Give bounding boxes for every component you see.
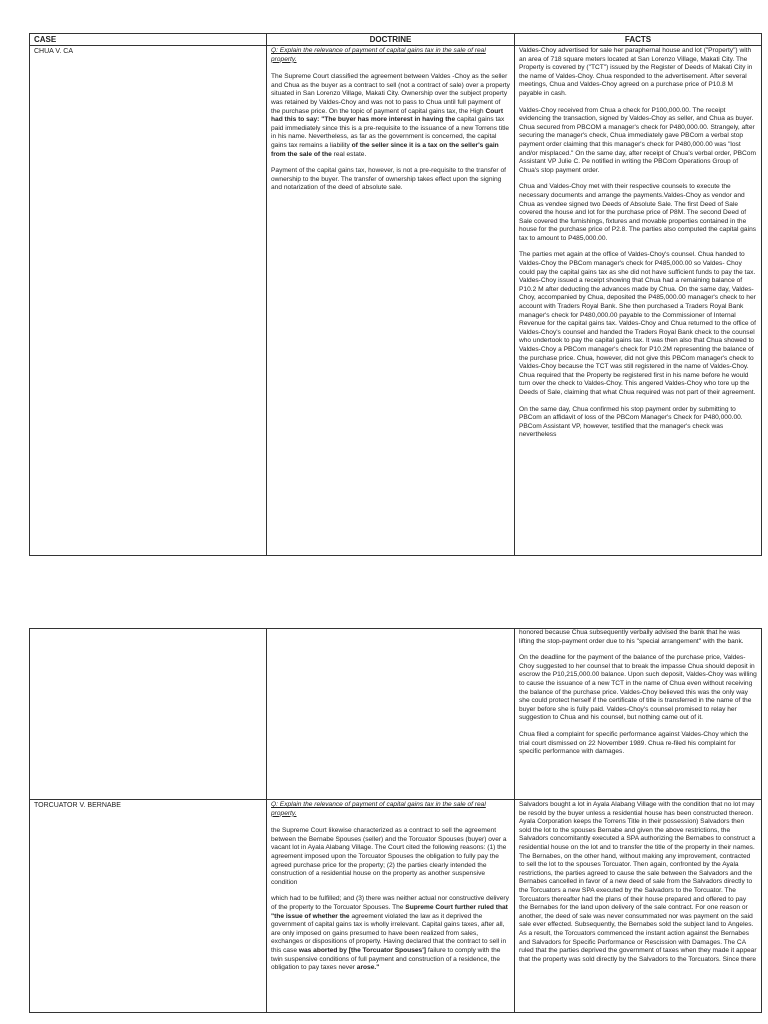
header-facts: FACTS [515,34,762,46]
doctrine-question: Q: Explain the relevance of payment of capital gains tax in the sale of real property. [271,801,486,817]
doctrine-paragraph: Payment of the capital gains tax, however, is not a pre-requisite to the transfer of ownership to the buyer. The transfer of ownership takes effect upon the signing and notarization of the deed of absolute sale. [271,167,506,192]
doctrine-text: capital gains tax paid immediately since this is a pre-requisite to the issuance of a new Torrens title in his name. Nevertheless, as far as the government is concerned, the capital gains tax remains a liability [271,116,510,149]
facts-paragraph: The parties met again at the office of Valdes-Choy's counsel. Chua handed to Valdes-Choy the PBCom manager's check for P485,000.00 so Valdes- Choy could pay the capital gains tax as she did not have sufficient funds to pay the tax. Valdes-Choy issued a receipt showing that Chua had a remaining balance of P10.2 M after deducting the advances made by Chua. On the same day, Valdes-Choy, accompanied by Chua, deposited the P485,000.00 manager's check to her account with Traders Royal Bank. She then purchased a Traders Royal Bank manager's check for P480,000.00 payable to the Commissioner of Internal Revenue for the capital gains tax. Valdes-Choy and Chua returned to the office of Valdes-Choy's counsel and handed the Traders Royal Bank check to the counsel who undertook to pay the capital gains tax. It was then also that Chua showed to Valdes-Choy a PBCom manager's check for P10.2M representing the balance of the purchase price. Chua, however, did not give this PBCom manager's check to Valdes-Choy because the TCT was still registered in the name of Valdes-Choy. Chua required that the Property be registered first in his name before he would turn over the check to Valdes-Choy. This angered Valdes-Choy who tore up the Deeds of Sale, claiming that what Chua required was not part of their agreement. [519,251,756,396]
facts-paragraph: honored because Chua subsequently verbally advised the bank that he was lifting the stop-payment order due to his "special arrangement" with the bank. [519,629,744,645]
header-doctrine: DOCTRINE [267,34,515,46]
case-cell [30,800,267,1013]
doctrine-cell [267,629,515,800]
header-case: CASE [30,34,267,46]
case-cell [30,629,267,800]
doctrine-text: which had to be fulfilled; and (3) there was neither actual nor constructive delivery of the property to the Torcuator Spouses. The [271,895,509,911]
table-row [30,629,762,800]
doctrine-paragraph: the Supreme Court likewise characterized as a contract to sell the agreement between the Bernabe Spouses (seller) and the Torcuator Spouses (buyer) over a vacant lot in Ayala Alabang Village. The Court cited the following reasons: (1) the agreement imposed upon the Torcuator Spouses the obligation to fully pay the agreed purchase price for the property; (2) the parties clearly intended the construction of a residential house on the property as another suspensive condition [271,827,507,886]
facts-cell [515,46,762,556]
doctrine-paragraph [271,895,510,972]
doctrine-question: Q: Explain the relevance of payment of capital gains tax in the sale of real property. [271,47,486,63]
facts-cell [515,629,762,800]
doctrine-quote: was aborted by [the Torcuator Spouses'] [298,946,426,954]
facts-paragraph: Valdes-Choy advertised for sale her paraphernal house and lot ("Property") with an area of 718 square meters located at San Lorenzo Village, Makati City. The Property is covered by ("TCT") issued by the Register of Deeds of Makati City in the name of Valdes-Choy. Chua responded to the advertisement. After several meetings, Chua and Valdes-Choy agreed on a purchase price of P10.8 M payable in cash. [519,47,753,97]
facts-cell [515,800,762,1013]
facts-paragraph: Chua filed a complaint for specific performance against Valdes-Choy which the trial court dismissed on 22 November 1989. Chua re-filed his complaint for specific performance with damages. [519,730,749,756]
table-row [30,800,762,1013]
doctrine-cell [267,46,515,556]
facts-paragraph: Chua and Valdes-Choy met with their respective counsels to execute the necessary documents and arrange the payments.Valdes-Choy as vendor and Chua as vendee signed two Deeds of Absolute Sale. The first Deed of Sale covered the house and lot for the purchase price of P8M. The second Deed of Sale covered the furnishings, fixtures and movable properties contained in the house for the purchase price of P2.8. The parties also computed the capital gains tax to amount to P485,000.00. [519,183,757,242]
case-name: CHUA V. CA [34,48,74,55]
case-name: TORCUATOR V. BERNABE [34,802,121,809]
facts-paragraph: Valdes-Choy received from Chua a check for P100,000.00. The receipt evidencing the transaction, signed by Valdes-Choy as seller, and Chua as buyer. Chua secured from PBCOM a manager's check for P480,000.00. Strangely, after securing the manager's check, Chua immediately gave PBCom a verbal stop payment order claiming that this manager's check for P480,000.00 was "lost and/or misplaced." On the same day, after receipt of Chua's verbal order, PBCom Assistant VP Julie C. Pe notified in writing the PBCom Operations Group of Chua's stop payment order. [519,106,756,174]
doctrine-paragraph [271,73,510,159]
doctrine-quote: of the seller since it is a tax on the seller's gain from the sale of the [271,141,499,158]
case-cell [30,46,267,556]
doctrine-quote: Court had this to say: "The buyer has more interest in having the [271,107,504,124]
header-row [30,34,762,46]
doctrine-text: agreement violated the law as it deprived the government of capital gains tax is wholly irrelevant. Capital gains taxes, after all, are only imposed on gains presumed to have been realized from sales, exchanges or dispositions of property. Having declared that the contract to sell in this case [271,912,507,954]
doctrine-quote: arose." [356,964,380,972]
doctrine-cell [267,800,515,1013]
case-table-page-1 [29,33,762,556]
facts-paragraph: Salvadors bought a lot in Ayala Alabang Village with the condition that no lot may be resold by the buyer unless a residential house has been constructed thereon. Ayala Corporation keeps the Torrens Title in their possession) Salvadors then sold the lot to the spouses Bernabe and given the above restrictions, the Salvadors concomitantly executed a SPA authorizing the Bernabes to construct a residential house on the lot and to transfer the title of the property in their names. The Bernabes, on the other hand, without making any improvement, contracted to sell the lot to the spouses Torcuator. Then again, confronted by the Ayala restrictions, the parties agreed to cause the sale between the Salvadors and the Bernabes cancelled in favor of a new deed of sale from the Salvadors directly to the Torcuators a new SPA executed by the Salvadors to the Torcuator. The Torcuators thereafter had the plans of their house prepared and offered to pay the Bernabes for the land upon delivery of the sale contract. For one reason or another, the deed of sale was never consummated nor was payment on the said sale ever effected. Subsequently, the Bernabes sold the subject land to Angeles. As a result, the Torcuators commenced the instant action against the Bernabes and Salvadors for Specific Performance or Rescission with Damages. The CA ruled that the parties deprived the government of taxes when they made it appear that the property was sold directly by the Salvadors to the Torcuators. Since there [519,801,757,963]
facts-paragraph: On the same day, Chua confirmed his stop payment order by submitting to PBCom an affidavit of loss of the PBCom Manager's Check for P480,000.00. PBCom Assistant VP, however, testified that the manager's check was nevertheless [519,405,743,439]
doctrine-quote: Supreme Court further ruled that "the issue of whether the [271,903,508,920]
doctrine-text: failure to comply with the twin suspensive conditions of full payment and construction of a residence, the obligation to pay taxes never [271,946,501,972]
doctrine-text: real estate. [333,150,367,158]
doctrine-text: The Supreme Court classified the agreement between Valdes -Choy as the seller and Chua as the buyer as a contract to sell (not a contract of sale) over a property situated in San Lorenzo Village, Makati City. Ownership over the subject property was retained by Valdes-Choy and was not to pass to Chua until full payment of the purchase price. On the topic of payment of capital gains tax, the High [271,73,510,115]
table-row [30,46,762,556]
case-table-page-2 [29,628,762,1013]
facts-paragraph: On the deadline for the payment of the balance of the purchase price, Valdes-Choy suggested to her counsel that to break the impasse Chua should deposit in escrow the P10,215,000.00 balance. Upon such deposit, Valdes-Choy was willing to cause the issuance of a new TCT in the name of Chua even without receiving the balance of the purchase price. Valdes-Choy believed this was the only way she could protect herself if the certificate of title is transferred in the name of the buyer before she is fully paid. Valdes-Choy's counsel promised to relay her suggestion to Chua and his counsel, but nothing came out of it. [519,654,757,722]
